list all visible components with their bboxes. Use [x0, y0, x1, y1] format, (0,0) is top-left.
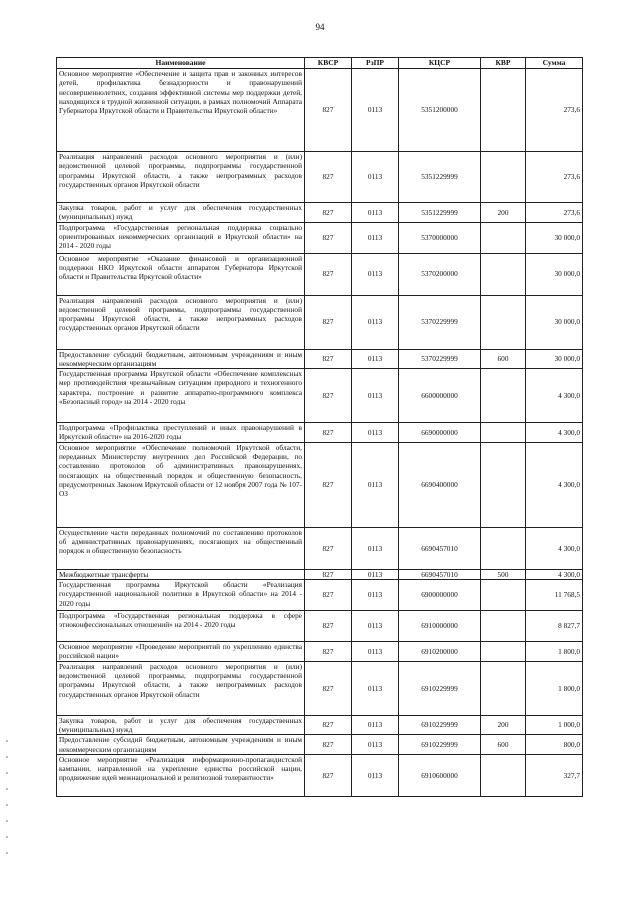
- cell-kvr: [481, 754, 526, 796]
- cell-rzpr: 0113: [352, 253, 399, 295]
- cell-name: Предоставление субсидий бюджетным, автономным учреждениям и иным некоммерческим организациям: [57, 735, 305, 755]
- cell-rzpr: 0113: [352, 152, 399, 203]
- table-row: [57, 754, 583, 796]
- cell-kvr: [481, 69, 526, 152]
- table-row: [57, 349, 583, 369]
- cell-rzpr: 0113: [352, 611, 399, 642]
- cell-kvsr: 827: [305, 661, 352, 715]
- cell-kvr: [481, 527, 526, 569]
- cell-kcsr: 5351229999: [399, 152, 481, 203]
- cell-kvsr: 827: [305, 295, 352, 349]
- cell-sum: 273,6: [526, 203, 583, 223]
- cell-kcsr: 6910000000: [399, 611, 481, 642]
- cell-rzpr: 0113: [352, 735, 399, 755]
- table-row: [57, 642, 583, 662]
- cell-kvsr: 827: [305, 611, 352, 642]
- table-row: [57, 715, 583, 735]
- cell-sum: 800,0: [526, 735, 583, 755]
- cell-kvr: [481, 611, 526, 642]
- cell-rzpr: 0113: [352, 715, 399, 735]
- table-row: [57, 661, 583, 715]
- table-row: [57, 203, 583, 223]
- cell-sum: 1 800,0: [526, 661, 583, 715]
- cell-kvr: 600: [481, 349, 526, 369]
- cell-kcsr: 6910229999: [399, 715, 481, 735]
- cell-kvr: [481, 661, 526, 715]
- cell-kcsr: 6910229999: [399, 735, 481, 755]
- header-name: Наименование: [57, 58, 305, 69]
- cell-sum: 30 000,0: [526, 349, 583, 369]
- cell-kvsr: 827: [305, 442, 352, 527]
- cell-sum: 8 827,7: [526, 611, 583, 642]
- cell-name: Государственная программа Иркутской области «Реализация государственной национальной политики в Иркутской области» на 2014 - 2020 годы: [57, 580, 305, 611]
- cell-name: Основное мероприятие «Реализация информационно-пропагандистской кампании, направленной на укрепление единства российской нации, продвижение идей межнациональной и религиозной толерантности»: [57, 754, 305, 796]
- header-kvsr: КВСР: [305, 58, 352, 69]
- cell-kvsr: 827: [305, 222, 352, 253]
- cell-kcsr: 6600000000: [399, 369, 481, 423]
- table-row: [57, 735, 583, 755]
- header-rzpr: РзПР: [352, 58, 399, 69]
- cell-name: Основное мероприятие «Оказание финансовой и организационной поддержки НКО Иркутской области аппаратом Губернатора Иркутской области и Правительства Иркутской области»: [57, 253, 305, 295]
- cell-name: Основное мероприятие «Проведение мероприятий по укреплению единства российской нации»: [57, 642, 305, 662]
- cell-rzpr: 0113: [352, 642, 399, 662]
- cell-kvsr: 827: [305, 569, 352, 579]
- cell-rzpr: 0113: [352, 69, 399, 152]
- cell-kvr: [481, 580, 526, 611]
- table-row: [57, 295, 583, 349]
- cell-name: Закупка товаров, работ и услуг для обеспечения государственных (муниципальных) нужд: [57, 715, 305, 735]
- table-row: [57, 222, 583, 253]
- cell-rzpr: 0113: [352, 527, 399, 569]
- table-row: [57, 580, 583, 611]
- cell-kvsr: 827: [305, 527, 352, 569]
- cell-name: Основное мероприятие «Обеспечение полномочий Иркутской области, переданных Министерству внутренних дел Российской Федерации, по составлению протоколов об административных правонарушениях, посягающих на общественный порядок и общественную безопасность, предусмотренных Законом Иркутской области от 12 ноября 2007 года № 107-ОЗ: [57, 442, 305, 527]
- cell-sum: 30 000,0: [526, 253, 583, 295]
- cell-name: Реализация направлений расходов основного мероприятия и (или) ведомственной целевой программы, подпрограммы государственной программы Иркутской области, а также непрограммных расходов государственных органов Иркутской области: [57, 661, 305, 715]
- cell-kvr: 500: [481, 569, 526, 579]
- cell-sum: 4 300,0: [526, 442, 583, 527]
- cell-sum: 327,7: [526, 754, 583, 796]
- cell-kcsr: 6690000000: [399, 423, 481, 443]
- cell-kcsr: 5370000000: [399, 222, 481, 253]
- cell-kcsr: 5370229999: [399, 295, 481, 349]
- cell-name: Подпрограмма «Профилактика преступлений и иных правонарушений в Иркутской области» на 2016-2020 годы: [57, 423, 305, 443]
- cell-kcsr: 5351229999: [399, 203, 481, 223]
- cell-kvsr: 827: [305, 715, 352, 735]
- scan-edge-marks: [6, 740, 9, 890]
- cell-sum: 1 800,0: [526, 642, 583, 662]
- cell-name: Основное мероприятие «Обеспечение и защита прав и законных интересов детей, профилактика безнадзорности и правонарушений несовершеннолетних, создания эффективной системы мер поддержки детей, находящихся в трудной жизненной ситуации, в рамках полномочий Аппарата Губернатора Иркутской области и Правительства Иркутской области»: [57, 69, 305, 152]
- cell-rzpr: 0113: [352, 423, 399, 443]
- table-header-row: [57, 58, 583, 69]
- table-row: [57, 442, 583, 527]
- cell-kcsr: 6690400000: [399, 442, 481, 527]
- cell-sum: 273,6: [526, 69, 583, 152]
- cell-kvsr: 827: [305, 349, 352, 369]
- cell-sum: 1 000,0: [526, 715, 583, 735]
- cell-rzpr: 0113: [352, 569, 399, 579]
- header-kcsr: КЦСР: [399, 58, 481, 69]
- cell-kvsr: 827: [305, 203, 352, 223]
- cell-rzpr: 0113: [352, 442, 399, 527]
- cell-name: Реализация направлений расходов основного мероприятия и (или) ведомственной целевой программы, подпрограммы государственной программы Иркутской области, а также непрограммных расходов государственных органов Иркутской области: [57, 152, 305, 203]
- cell-kcsr: 5351200000: [399, 69, 481, 152]
- cell-sum: 4 300,0: [526, 369, 583, 423]
- cell-kcsr: 5370229999: [399, 349, 481, 369]
- cell-kvsr: 827: [305, 642, 352, 662]
- cell-kvr: [481, 423, 526, 443]
- cell-name: Реализация направлений расходов основного мероприятия и (или) ведомственной целевой программы, подпрограммы государственной программы Иркутской области, а также непрограммных расходов государственных органов Иркутской области: [57, 295, 305, 349]
- page-number: 94: [315, 22, 325, 32]
- cell-kvsr: 827: [305, 253, 352, 295]
- header-kvr: КВР: [481, 58, 526, 69]
- cell-kvr: [481, 642, 526, 662]
- cell-name: Подпрограмма «Государственная региональная поддержка в сфере этноконфессиональных отношений» на 2014 - 2020 годы: [57, 611, 305, 642]
- cell-rzpr: 0113: [352, 661, 399, 715]
- cell-rzpr: 0113: [352, 349, 399, 369]
- cell-name: Государственная программа Иркутской области «Обеспечение комплексных мер противодействия чрезвычайным ситуациям природного и техногенного характера, построение и развитие аппаратно-программного комплекса «Безопасный город» на 2014 - 2020 годы: [57, 369, 305, 423]
- cell-kvsr: 827: [305, 152, 352, 203]
- cell-kvr: [481, 369, 526, 423]
- cell-name: Подпрограмма «Государственная региональная поддержка социально ориентированных некоммерческих организаций в Иркутской области» на 2014 - 2020 годы: [57, 222, 305, 253]
- cell-sum: 4 300,0: [526, 423, 583, 443]
- cell-sum: 30 000,0: [526, 222, 583, 253]
- cell-rzpr: 0113: [352, 369, 399, 423]
- table-row: [57, 69, 583, 152]
- budget-table: [56, 57, 583, 797]
- cell-rzpr: 0113: [352, 295, 399, 349]
- table-row: [57, 152, 583, 203]
- cell-kcsr: 6690457010: [399, 527, 481, 569]
- cell-kvr: [481, 152, 526, 203]
- cell-kvr: 600: [481, 735, 526, 755]
- table-row: [57, 569, 583, 579]
- cell-kcsr: 6910229999: [399, 661, 481, 715]
- table-row: [57, 527, 583, 569]
- cell-rzpr: 0113: [352, 580, 399, 611]
- table-row: [57, 253, 583, 295]
- cell-kvsr: 827: [305, 580, 352, 611]
- cell-rzpr: 0113: [352, 203, 399, 223]
- cell-kcsr: 6910200000: [399, 642, 481, 662]
- cell-name: Осуществление части переданных полномочий по составлению протоколов об административных правонарушениях, посягающих на общественный порядок и общественную безопасность: [57, 527, 305, 569]
- cell-kcsr: 6900000000: [399, 580, 481, 611]
- cell-rzpr: 0113: [352, 754, 399, 796]
- cell-kvr: 200: [481, 203, 526, 223]
- cell-kvr: [481, 222, 526, 253]
- cell-kvr: [481, 253, 526, 295]
- cell-kvsr: 827: [305, 69, 352, 152]
- table-row: [57, 423, 583, 443]
- cell-sum: 4 300,0: [526, 569, 583, 579]
- cell-kvr: 200: [481, 715, 526, 735]
- cell-kvsr: 827: [305, 735, 352, 755]
- cell-kvsr: 827: [305, 423, 352, 443]
- cell-kcsr: 6910600000: [399, 754, 481, 796]
- table-row: [57, 369, 583, 423]
- cell-sum: 4 300,0: [526, 527, 583, 569]
- cell-kvr: [481, 442, 526, 527]
- cell-name: Предоставление субсидий бюджетным, автономным учреждениям и иным некоммерческим организациям: [57, 349, 305, 369]
- cell-kvsr: 827: [305, 754, 352, 796]
- cell-kvsr: 827: [305, 369, 352, 423]
- cell-sum: 11 768,5: [526, 580, 583, 611]
- table-row: [57, 611, 583, 642]
- cell-kcsr: 5370200000: [399, 253, 481, 295]
- cell-sum: 30 000,0: [526, 295, 583, 349]
- cell-name: Закупка товаров, работ и услуг для обеспечения государственных (муниципальных) нужд: [57, 203, 305, 223]
- cell-rzpr: 0113: [352, 222, 399, 253]
- cell-kvr: [481, 295, 526, 349]
- cell-kcsr: 6690457010: [399, 569, 481, 579]
- cell-name: Межбюджетные трансферты: [57, 569, 305, 579]
- header-sum: Сумма: [526, 58, 583, 69]
- cell-sum: 273,6: [526, 152, 583, 203]
